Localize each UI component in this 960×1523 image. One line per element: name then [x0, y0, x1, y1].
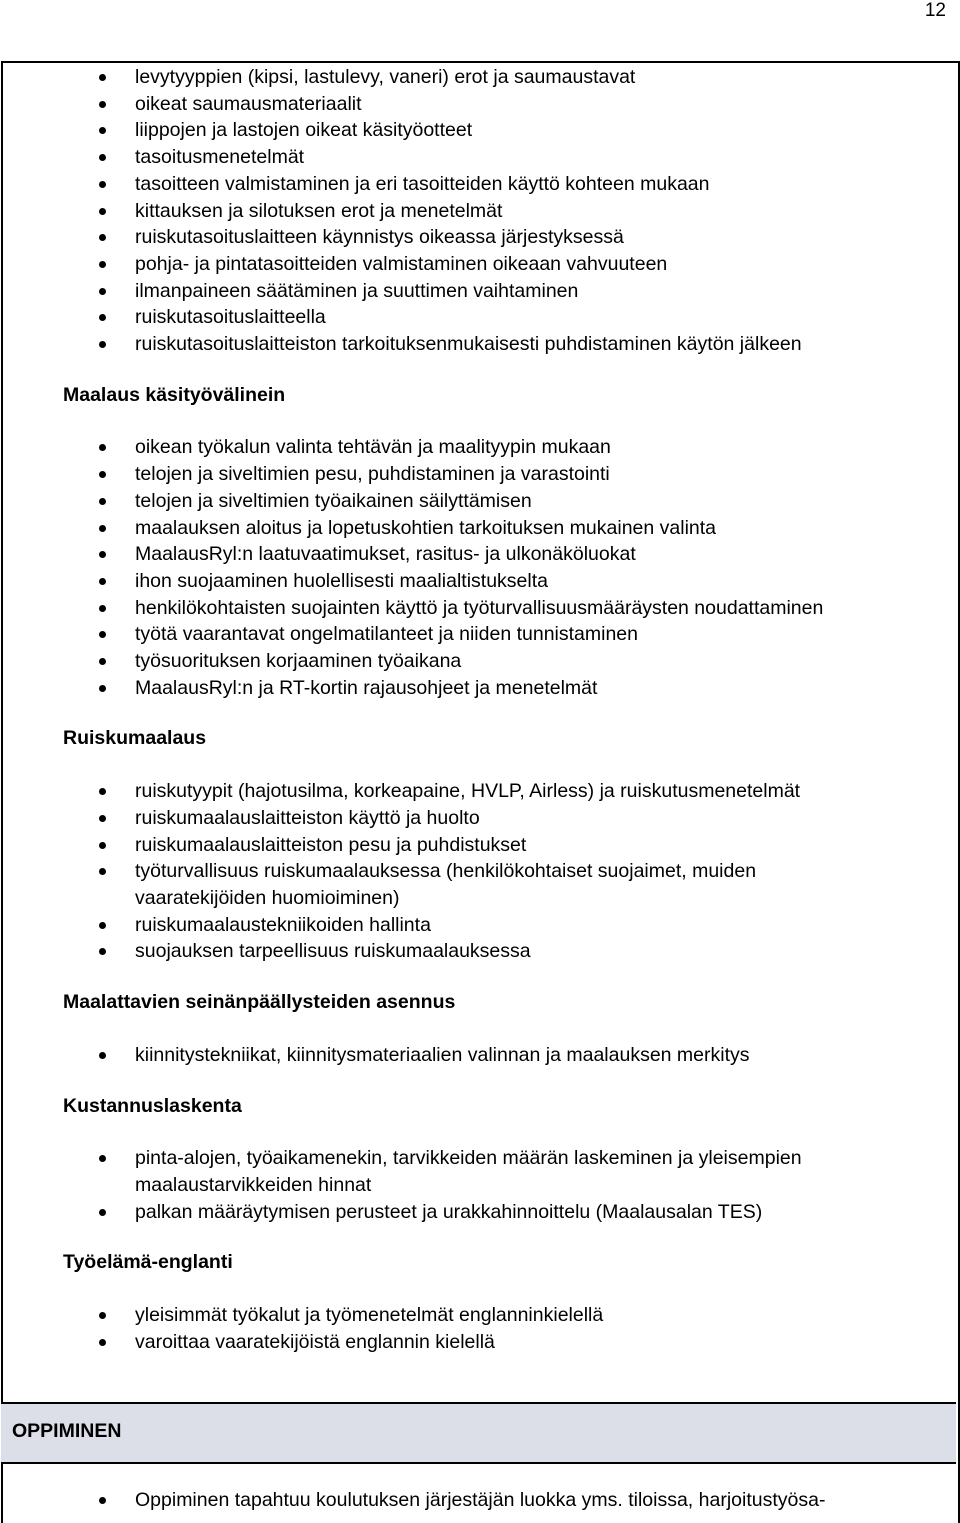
list-item: liippojen ja lastojen oikeat käsityöotteet [63, 117, 933, 144]
list-item: MaalausRyl:n laatuvaatimukset, rasitus- ja ulkonäköluokat [63, 541, 933, 568]
list-item: pohja- ja pintatasoitteiden valmistaminen oikeaan vahvuuteen [63, 251, 933, 278]
section-heading-seinanpaallysteet: Maalattavien seinänpäällysteiden asennus [63, 991, 456, 1014]
list-item: yleisimmät työkalut ja työmenetelmät englanninkielellä [63, 1302, 933, 1329]
list-item: ruiskumaalaustekniikoiden hallinta [63, 912, 933, 939]
list-item: telojen ja siveltimien pesu, puhdistaminen ja varastointi [63, 461, 933, 488]
list-item: ilmanpaineen säätäminen ja suuttimen vaihtaminen [63, 278, 933, 305]
list-item: varoittaa vaaratekijöistä englannin kielellä [63, 1329, 933, 1356]
list-item: työturvallisuus ruiskumaalauksessa (henkilökohtaiset suojaimet, muiden vaaratekijöiden huomioiminen) [63, 858, 855, 911]
section-heading-maalaus: Maalaus käsityövälinein [63, 383, 286, 406]
list-item: oikeat saumausmateriaalit [63, 91, 933, 118]
list-item: oikean työkalun valinta tehtävän ja maalityypin mukaan [63, 434, 933, 461]
list-item: palkan määräytymisen perusteet ja urakkahinnoittelu (Maalausalan TES) [63, 1199, 933, 1226]
section-heading-tyoelama-englanti: Työelämä-englanti [63, 1251, 233, 1274]
list-item: ruiskutasoituslaitteen käynnistys oikeassa järjestyksessä [63, 224, 933, 251]
list-item: työsuorituksen korjaaminen työaikana [63, 648, 933, 675]
list-item: pinta-alojen, työaikamenekin, tarvikkeiden määrän laskeminen ja yleisempien maalaustarvikkeiden hinnat [63, 1145, 895, 1198]
list-item: kiinnitystekniikat, kiinnitysmateriaalien valinnan ja maalauksen merkitys [63, 1042, 933, 1069]
list-item: MaalausRyl:n ja RT-kortin rajausohjeet ja menetelmät [63, 675, 933, 702]
intro-list [63, 64, 933, 358]
list-item: työtä vaarantavat ongelmatilanteet ja niiden tunnistaminen [63, 621, 933, 648]
list-item: tasoitteen valmistaminen ja eri tasoitteiden käyttö kohteen mukaan [63, 171, 933, 198]
list-item: levytyyppien (kipsi, lastulevy, vaneri) erot ja saumaustavat [63, 64, 933, 91]
list-item: ruiskutasoituslaitteiston tarkoituksenmukaisesti puhdistaminen käytön jälkeen [63, 331, 855, 358]
list-item: ruiskumaalauslaitteiston käyttö ja huolto [63, 805, 933, 832]
ruiskumaalaus-list [63, 778, 933, 965]
list-item: ruiskutasoituslaitteella [63, 304, 933, 331]
list-item: henkilökohtaisten suojainten käyttö ja työturvallisuusmääräysten noudattaminen [63, 595, 933, 622]
oppiminen-title: OPPIMINEN [12, 1420, 122, 1442]
list-item: ruiskutyypit (hajotusilma, korkeapaine, HVLP, Airless) ja ruiskutusmenetelmät [63, 778, 933, 805]
tyoelama-englanti-list [63, 1302, 933, 1355]
maalaus-list [63, 434, 933, 701]
seinanpaallysteet-list [63, 1042, 933, 1069]
list-item: maalauksen aloitus ja lopetuskohtien tarkoituksen mukainen valinta [63, 515, 933, 542]
page-number: 12 [924, 0, 946, 21]
main-content [63, 64, 933, 1355]
list-item: ihon suojaaminen huolellisesti maalialtistukselta [63, 568, 933, 595]
list-item: Oppiminen tapahtuu koulutuksen järjestäjän luokka yms. tiloissa, harjoitustyösa- [63, 1487, 943, 1514]
list-item: ruiskumaalauslaitteiston pesu ja puhdistukset [63, 832, 933, 859]
list-item: suojauksen tarpeellisuus ruiskumaalauksessa [63, 938, 933, 965]
oppiminen-content [63, 1487, 943, 1514]
list-item: kittauksen ja silotuksen erot ja menetelmät [63, 198, 933, 225]
section-heading-ruiskumaalaus: Ruiskumaalaus [63, 727, 207, 750]
oppiminen-header [1, 1402, 956, 1464]
oppiminen-list [63, 1487, 943, 1514]
list-item: tasoitusmenetelmät [63, 144, 933, 171]
section-heading-kustannuslaskenta: Kustannuslaskenta [63, 1094, 242, 1117]
kustannuslaskenta-list [63, 1145, 933, 1225]
list-item: telojen ja siveltimien työaikainen säilyttämisen [63, 488, 933, 515]
